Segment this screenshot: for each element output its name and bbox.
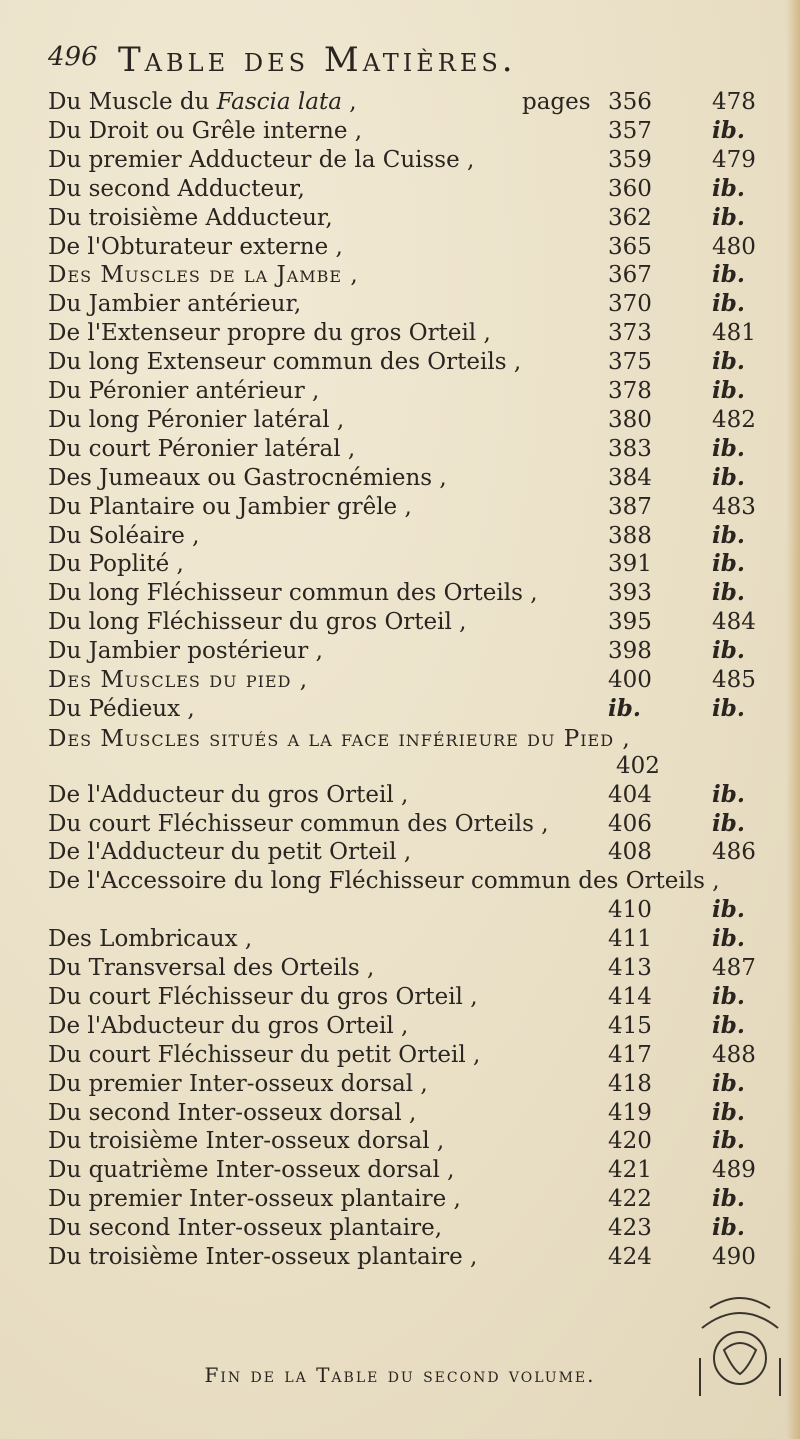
toc-entry xyxy=(0,838,800,866)
toc-page-ref: 365 xyxy=(608,233,652,260)
toc-page-ref: 373 xyxy=(608,320,652,347)
toc-page-ref-second: ib. xyxy=(712,434,745,462)
toc-entry xyxy=(0,666,800,694)
toc-page-ref-second: ib. xyxy=(712,116,745,144)
toc-page-ref: 370 xyxy=(608,291,652,318)
toc-page-ref: 360 xyxy=(608,175,652,202)
toc-page-ref: 421 xyxy=(608,1157,652,1184)
toc-page-ref-second: ib. xyxy=(712,377,745,404)
toc-page-ref: 378 xyxy=(608,378,652,404)
toc-entry-label: Du troisième Inter-osseux dorsal , xyxy=(48,1128,445,1155)
toc-page-ref: 414 xyxy=(608,983,652,1010)
toc-page-ref-second: 486 xyxy=(712,839,756,866)
toc-page-ref-second: 480 xyxy=(712,233,756,260)
toc-page-ref-second: ib. xyxy=(712,348,745,376)
toc-entry-label: Des Jumeaux ou Gastrocnémiens , xyxy=(48,464,447,491)
toc-entry-label: Du premier Adducteur de la Cuisse , xyxy=(48,146,475,173)
toc-entry-label: De l'Abducteur du gros Orteil , xyxy=(48,1012,409,1039)
toc-entry xyxy=(0,1243,800,1271)
toc-page-ref-second: ib. xyxy=(712,637,745,665)
toc-entry-label: Du troisième Adducteur, xyxy=(48,204,333,231)
toc-entry-label: De l'Adducteur du gros Orteil , xyxy=(48,781,409,808)
toc-page-ref-second: ib. xyxy=(712,896,745,924)
toc-entry xyxy=(0,1070,800,1098)
toc-page-ref-second: ib. xyxy=(712,290,745,318)
toc-page-ref-second: ib. xyxy=(712,1011,745,1039)
toc-page-ref-second: ib. xyxy=(712,521,745,549)
toc-page-ref: 367 xyxy=(608,262,652,289)
toc-page-ref: 411 xyxy=(608,926,652,953)
toc-entry-label: De l'Obturateur externe , xyxy=(48,233,343,260)
page-number: 496 xyxy=(48,42,98,72)
toc-entry-label: Du Péronier antérieur , xyxy=(48,378,320,404)
toc-page-ref-second: ib. xyxy=(712,1214,745,1242)
toc-entry xyxy=(0,1156,800,1184)
toc-page-ref: ib. xyxy=(608,694,641,722)
toc-page-ref: 388 xyxy=(608,522,652,549)
toc-page-ref: 400 xyxy=(608,667,652,693)
toc-entry-label: Du second Inter-osseux plantaire, xyxy=(48,1215,443,1242)
toc-page-ref-second: ib. xyxy=(712,550,745,578)
toc-entry-label: Du long Fléchisseur commun des Orteils , xyxy=(48,580,538,607)
toc-entry xyxy=(0,406,800,434)
toc-page-ref-second: ib. xyxy=(712,1185,745,1213)
toc-page-ref: 380 xyxy=(608,406,652,433)
toc-entry xyxy=(0,204,800,232)
toc-entry xyxy=(0,146,800,174)
toc-entry xyxy=(0,1185,800,1213)
toc-page-ref: 384 xyxy=(608,464,652,491)
toc-page-ref-second: ib. xyxy=(712,809,745,837)
page-title: Table des Matières. xyxy=(118,40,517,80)
toc-entry-page-row xyxy=(0,896,800,924)
toc-page-ref-second: ib. xyxy=(712,982,745,1010)
toc-page-ref-second: 489 xyxy=(712,1157,756,1184)
toc-entry-label: Des Muscles de la Jambe , xyxy=(48,262,359,289)
toc-entry-label: Du court Fléchisseur du gros Orteil , xyxy=(48,983,478,1010)
toc-entry xyxy=(0,1127,800,1155)
toc-page-ref: 362 xyxy=(608,204,652,231)
toc-entry xyxy=(0,493,800,521)
toc-page-ref: 359 xyxy=(608,146,652,173)
toc-entry-label: De l'Adducteur du petit Orteil , xyxy=(48,839,412,866)
toc-page-ref-second: 490 xyxy=(712,1244,756,1270)
toc-entry-label: Du second Inter-osseux dorsal , xyxy=(48,1099,417,1126)
toc-entry-label: Du second Adducteur, xyxy=(48,175,305,202)
toc-page-ref: 404 xyxy=(608,781,652,808)
toc-entry xyxy=(0,637,800,665)
toc-entry xyxy=(0,319,800,347)
toc-entry xyxy=(0,261,800,289)
toc-entry-label: Du troisième Inter-osseux plantaire , xyxy=(48,1244,478,1270)
toc-page-ref: 402 xyxy=(616,752,660,779)
toc-page-ref-second: ib. xyxy=(712,1127,745,1155)
toc-entry-label: Du Transversal des Orteils , xyxy=(48,955,375,981)
toc-page-ref: 406 xyxy=(608,810,652,837)
toc-page-ref: 410 xyxy=(608,897,652,924)
toc-entry-label: Du premier Inter-osseux plantaire , xyxy=(48,1186,461,1213)
toc-page-ref: 418 xyxy=(608,1070,652,1097)
toc-entry xyxy=(0,695,800,723)
toc-page-ref-second: ib. xyxy=(712,694,745,722)
toc-entry xyxy=(0,550,800,578)
section-heading-page-row xyxy=(0,752,800,780)
toc-page-ref-second: ib. xyxy=(712,780,745,808)
toc-entry-label: Du Soléaire , xyxy=(48,522,200,549)
toc-page-ref-second: 478 xyxy=(712,89,756,115)
toc-page-ref: 395 xyxy=(608,609,652,636)
toc-entry-label: Du court Fléchisseur du petit Orteil , xyxy=(48,1041,481,1068)
toc-entry xyxy=(0,522,800,550)
toc-entry-label: Du quatrième Inter-osseux dorsal , xyxy=(48,1157,455,1184)
toc-entry-label: Du Jambier antérieur, xyxy=(48,291,302,318)
ornament-stamp-icon xyxy=(690,1288,790,1398)
toc-entry xyxy=(0,233,800,261)
toc-page-ref-second: ib. xyxy=(712,174,745,202)
toc-page-ref-second: 482 xyxy=(712,406,756,433)
toc-page-ref-second: 487 xyxy=(712,955,756,981)
toc-page-ref-second: ib. xyxy=(712,203,745,231)
toc-page-ref: 393 xyxy=(608,580,652,607)
toc-entry xyxy=(0,435,800,463)
toc-entry-label: De l'Accessoire du long Fléchisseur commun des Orteils , xyxy=(48,868,720,895)
toc-entry-label: Du Droit ou Grêle interne , xyxy=(48,117,363,144)
toc-page-ref-second: 488 xyxy=(712,1041,756,1068)
toc-page-ref-second: ib. xyxy=(712,925,745,953)
toc-entry-label: Du long Péronier latéral , xyxy=(48,406,345,433)
toc-entry xyxy=(0,1041,800,1069)
toc-entry xyxy=(0,579,800,607)
toc-entry-label: De l'Extenseur propre du gros Orteil , xyxy=(48,320,491,347)
toc-entry xyxy=(0,1012,800,1040)
toc-entry xyxy=(0,983,800,1011)
toc-page-ref-second: 484 xyxy=(712,609,756,636)
toc-entry-label: Du court Péronier latéral , xyxy=(48,435,356,462)
section-heading-label: Des Muscles situés a la face inférieure du Pied , xyxy=(48,725,631,752)
end-note: Fin de la Table du second volume. xyxy=(204,1363,596,1387)
toc-entry-label: Des Muscles du pied , xyxy=(48,667,309,693)
pages-label: pages xyxy=(522,89,591,115)
toc-entry-label: Du premier Inter-osseux dorsal , xyxy=(48,1070,428,1097)
toc-entry xyxy=(0,867,800,895)
toc-entry xyxy=(0,608,800,636)
toc-entry-label: Du Jambier postérieur , xyxy=(48,638,323,665)
toc-page-ref: 420 xyxy=(608,1128,652,1155)
toc-entry xyxy=(0,377,800,405)
toc-page-ref: 398 xyxy=(608,638,652,665)
toc-page-ref: 356 xyxy=(608,89,652,115)
toc-entry-label: Du long Fléchisseur du gros Orteil , xyxy=(48,609,467,636)
toc-page-ref-second: 479 xyxy=(712,146,756,173)
toc-page-ref: 383 xyxy=(608,435,652,462)
toc-page-ref: 387 xyxy=(608,493,652,520)
toc-page-ref-second: 483 xyxy=(712,493,756,520)
toc-page-ref-second: ib. xyxy=(712,463,745,491)
toc-entry-label: Du Pédieux , xyxy=(48,695,195,722)
toc-entry xyxy=(0,88,800,116)
toc-entry xyxy=(0,810,800,838)
toc-page-ref-second: ib. xyxy=(712,1098,745,1126)
toc-entry xyxy=(0,1214,800,1242)
toc-entry-label: Du court Fléchisseur commun des Orteils , xyxy=(48,810,549,837)
toc-entry xyxy=(0,464,800,492)
toc-page-ref-second: ib. xyxy=(712,579,745,607)
toc-entry-label: Du Poplité , xyxy=(48,551,184,578)
toc-page-ref: 417 xyxy=(608,1041,652,1068)
toc-page-ref: 391 xyxy=(608,551,652,578)
toc-page-ref: 415 xyxy=(608,1012,652,1039)
toc-entry xyxy=(0,781,800,809)
toc-entry-label: Du long Extenseur commun des Orteils , xyxy=(48,349,522,376)
toc-page-ref: 422 xyxy=(608,1186,652,1213)
toc-entry-label: Du Plantaire ou Jambier grêle , xyxy=(48,493,412,520)
toc-page-ref: 413 xyxy=(608,955,652,981)
toc-page-ref: 375 xyxy=(608,349,652,376)
toc-page-ref-second: ib. xyxy=(712,1069,745,1097)
toc-page-ref-second: 481 xyxy=(712,320,756,347)
toc-entry xyxy=(0,348,800,376)
toc-entry xyxy=(0,954,800,982)
toc-page-ref: 357 xyxy=(608,117,652,144)
toc-page-ref: 423 xyxy=(608,1215,652,1242)
toc-entry xyxy=(0,1099,800,1127)
toc-entry xyxy=(0,290,800,318)
toc-page-ref-second: ib. xyxy=(712,261,745,289)
toc-page-ref: 419 xyxy=(608,1099,652,1126)
section-heading xyxy=(0,725,800,753)
toc-entry xyxy=(0,175,800,203)
toc-entry xyxy=(0,925,800,953)
toc-entry-label: Des Lombricaux , xyxy=(48,926,253,953)
toc-entry xyxy=(0,117,800,145)
toc-page-ref: 424 xyxy=(608,1244,652,1270)
toc-page-ref: 408 xyxy=(608,839,652,866)
toc-entry-label: Du Muscle du Fascia lata , xyxy=(48,89,357,115)
toc-page-ref-second: 485 xyxy=(712,667,756,693)
